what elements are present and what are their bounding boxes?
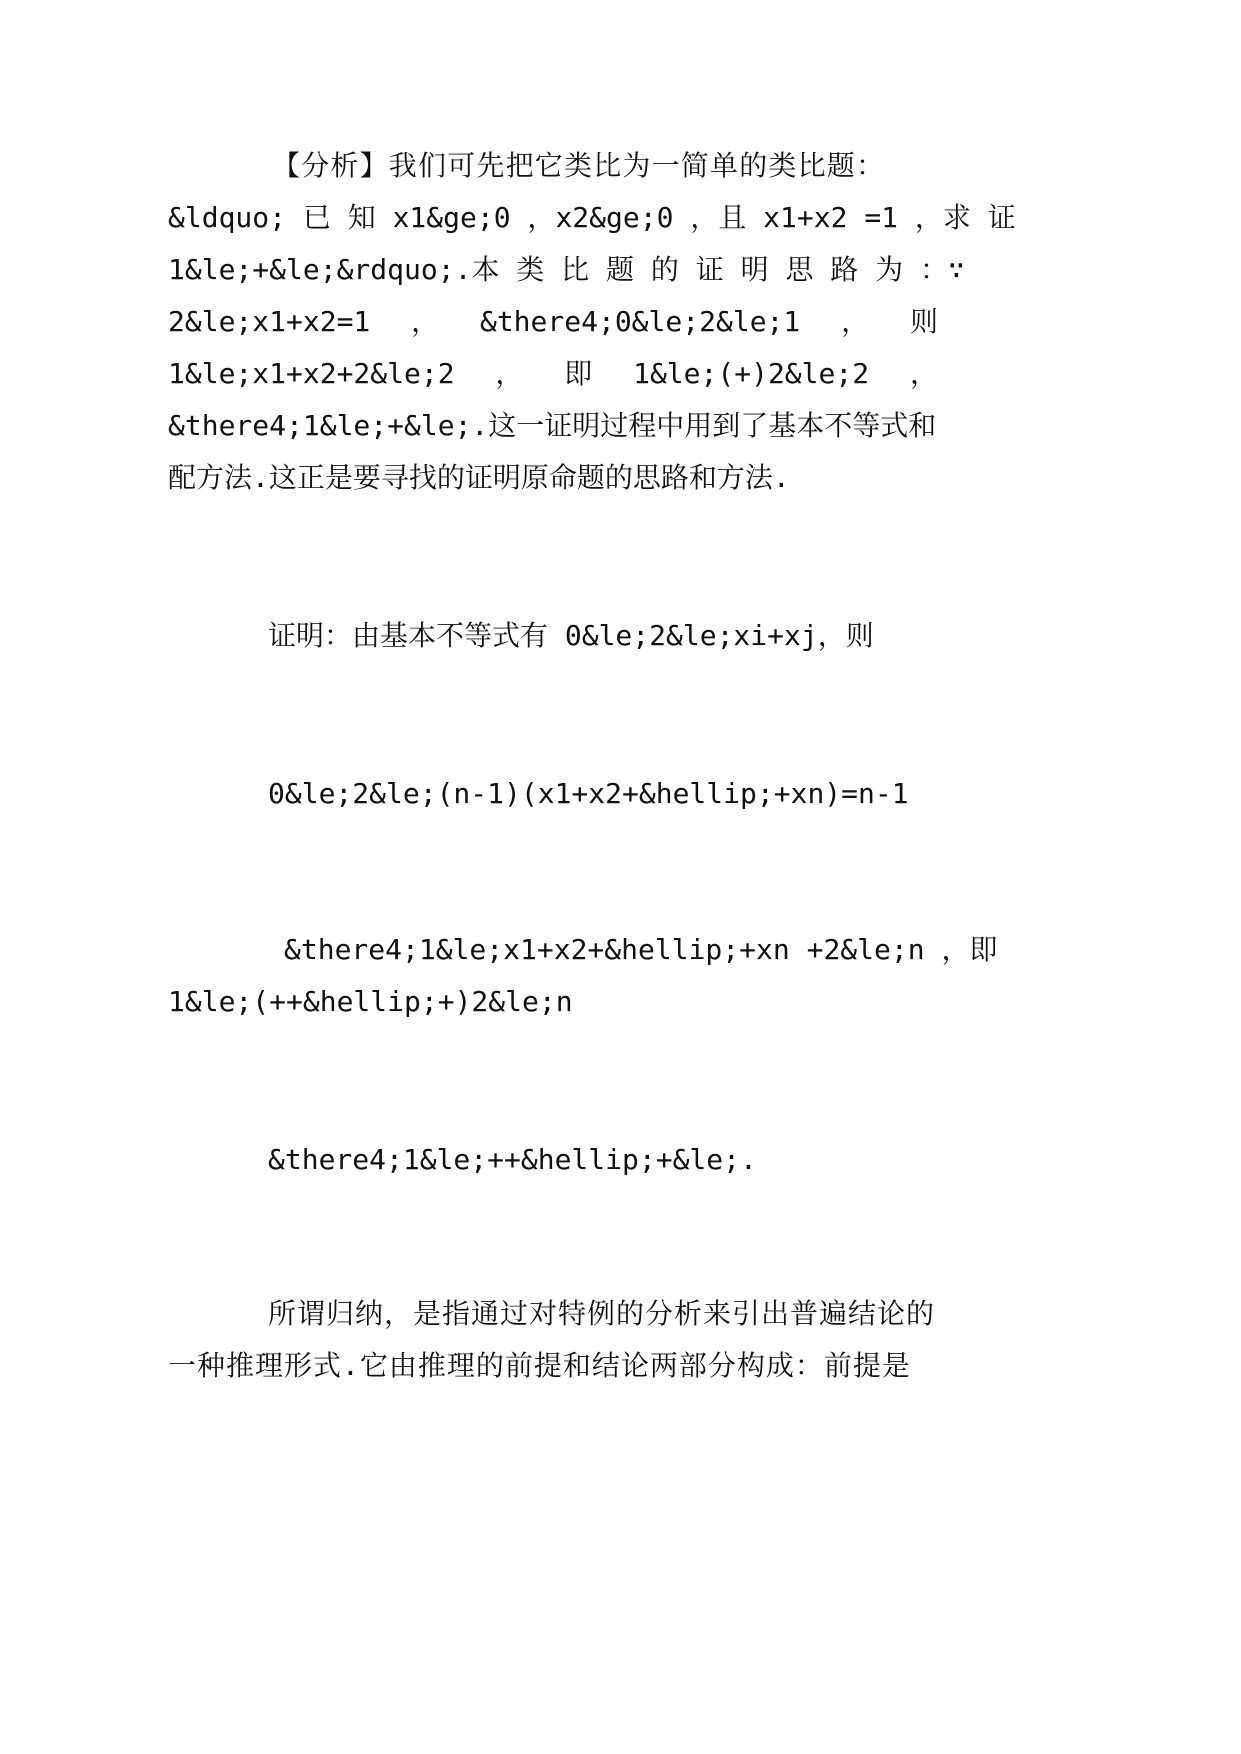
paragraph1-line5: [168, 358, 938, 390]
paragraph1-line2-d: 求 证: [942, 201, 1016, 234]
paragraph1-line5-b: ，: [495, 357, 524, 390]
paragraph1-line3: [168, 253, 965, 286]
paragraph3-line2: 一种推理形式.它由推理的前提和结论两部分构成：前提是: [168, 1349, 911, 1382]
paragraph2-line1-b: 即: [969, 933, 998, 966]
paragraph1-line4-a: 2&le;x1+x2=1: [168, 305, 371, 338]
paragraph1-line5-a: 1&le;x1+x2+2&le;2: [168, 357, 455, 390]
paragraph1-line3-c: ∵: [948, 253, 965, 286]
paragraph1-line1: 【分析】我们可先把它类比为一简单的类比题：: [272, 149, 886, 182]
paragraph2-line1-a: &there4;1&le;x1+x2+&hellip;+xn +2&le;n ，: [284, 933, 970, 966]
paragraph1-line2-b: x2&ge;0 ，: [555, 201, 719, 234]
paragraph3-line1: 所谓归纳，是指通过对特例的分析来引出普遍结论的: [268, 1297, 936, 1330]
paragraph1-line3-b: 本 类 比 题 的 证 明 思 路 为 ：: [471, 253, 949, 286]
paragraph2-line2: 1&le;(++&hellip;+)2&le;n: [168, 985, 573, 1018]
paragraph2-line1: [284, 933, 998, 966]
paragraph1-line2-a: &ldquo; 已 知 x1&ge;0 ，: [168, 201, 556, 234]
paragraph1-line4: [168, 306, 938, 338]
paragraph1-line4-e: 则: [909, 305, 938, 338]
equation-line-2: &there4;1&le;++&hellip;+&le;.: [268, 1143, 757, 1176]
paragraph1-line5-e: ，: [909, 357, 938, 390]
proof-intro-line: 证明：由基本不等式有 0&le;2&le;xi+xj，则: [268, 619, 874, 652]
paragraph1-line7: 配方法.这正是要寻找的证明原命题的思路和方法.: [168, 461, 790, 494]
paragraph1-line5-d: 1&le;(+)2&le;2: [633, 357, 870, 390]
paragraph1-line2: [168, 201, 1016, 234]
paragraph1-line4-b: ，: [411, 305, 440, 338]
paragraph1-line2-c: 且 x1+x2 =1 ，: [718, 201, 943, 234]
paragraph1-line4-c: &there4;0&le;2&le;1: [479, 305, 801, 338]
equation-line-1: 0&le;2&le;(n-1)(x1+x2+&hellip;+xn)=n-1: [268, 777, 909, 810]
paragraph1-line5-c: 即: [564, 357, 593, 390]
paragraph1-line6: &there4;1&le;+&le;.这一证明过程中用到了基本不等式和: [168, 409, 937, 442]
paragraph1-line4-d: ，: [841, 305, 870, 338]
paragraph1-line3-a: 1&le;+&le;&rdquo;.: [168, 253, 472, 286]
